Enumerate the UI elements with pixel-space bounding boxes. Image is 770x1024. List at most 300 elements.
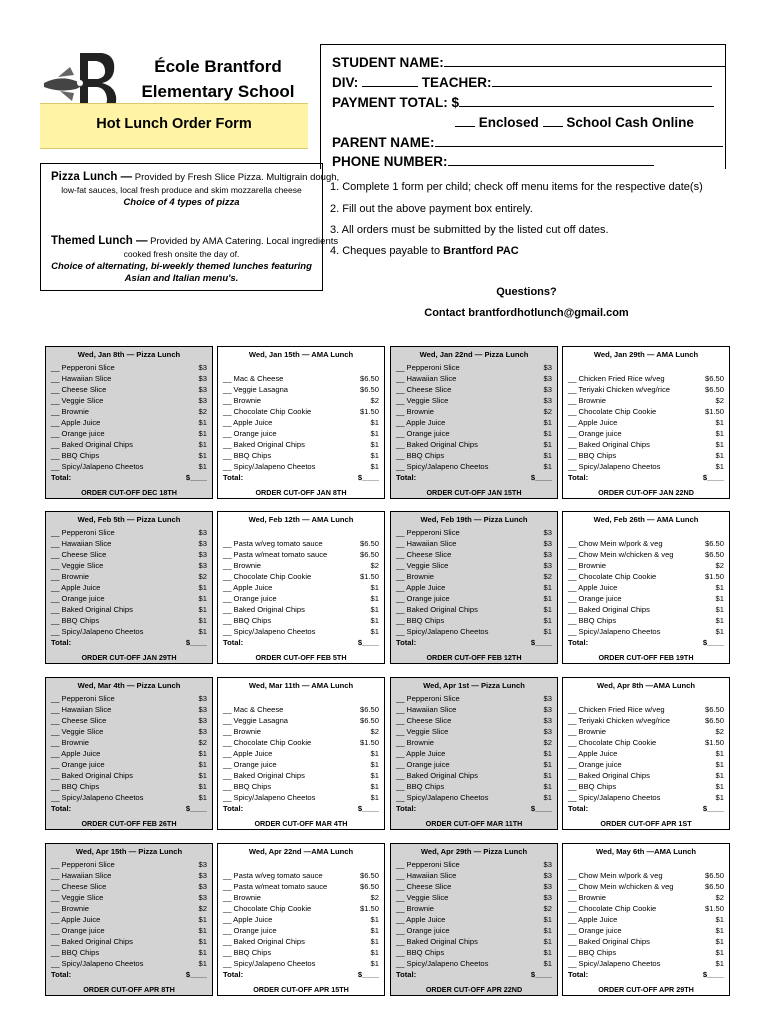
menu-item-name: __ Chocolate Chip Cookie (568, 572, 657, 581)
menu-item[interactable] (223, 881, 379, 892)
menu-item[interactable] (568, 759, 724, 770)
menu-item-price: $3 (543, 893, 552, 902)
menu-item[interactable] (51, 914, 207, 925)
menu-item[interactable] (223, 903, 379, 914)
themed-info-heading (51, 235, 338, 247)
menu-item[interactable] (51, 704, 207, 715)
menu-item[interactable] (396, 792, 552, 803)
menu-item[interactable] (51, 626, 207, 637)
student-name-label: STUDENT NAME: (332, 55, 444, 70)
menu-item[interactable] (51, 770, 207, 781)
menu-item[interactable] (223, 792, 379, 803)
menu-item-price: $1 (715, 616, 724, 625)
menu-total-field[interactable]: $____ (357, 638, 379, 647)
menu-date-title: Wed, Apr 8th —AMA Lunch (596, 681, 695, 690)
menu-item[interactable] (51, 582, 207, 593)
menu-item-price: $3 (198, 727, 207, 736)
menu-item[interactable] (51, 693, 207, 704)
menu-item[interactable] (568, 881, 724, 892)
menu-item[interactable] (223, 560, 379, 571)
menu-item[interactable] (396, 527, 552, 538)
menu-item[interactable] (568, 428, 724, 439)
menu-item[interactable] (223, 892, 379, 903)
menu-item[interactable] (51, 549, 207, 560)
menu-item-name: __ Cheese Slice (51, 550, 107, 559)
menu-item[interactable] (396, 903, 552, 914)
menu-item[interactable] (568, 958, 724, 969)
menu-item-price: $1 (543, 605, 552, 614)
menu-item-price: $3 (543, 385, 552, 394)
menu-total-row (568, 637, 724, 648)
menu-item[interactable] (51, 362, 207, 373)
menu-item-name: __ Veggie Lasagna (223, 385, 289, 394)
menu-item[interactable] (223, 428, 379, 439)
menu-item-name: __ Baked Original Chips (51, 605, 133, 614)
menu-item[interactable] (396, 881, 552, 892)
menu-item[interactable] (396, 870, 552, 881)
menu-item-name: __ Chicken Fried Rice w/veg (568, 374, 665, 383)
menu-item-price: $2 (543, 572, 552, 581)
menu-item[interactable] (568, 626, 724, 637)
menu-item[interactable] (396, 626, 552, 637)
menu-item[interactable] (396, 406, 552, 417)
menu-total-label: Total: (223, 473, 244, 482)
pizza-info-provider: Provided by Fresh Slice Pizza. Multigrain dough, (134, 172, 340, 183)
menu-item-price: $1 (198, 749, 207, 758)
menu-item[interactable] (51, 373, 207, 384)
menu-item[interactable] (396, 748, 552, 759)
menu-item[interactable] (223, 925, 379, 936)
menu-item[interactable] (568, 538, 724, 549)
teacher-field[interactable] (492, 73, 712, 87)
menu-total-label: Total: (396, 970, 417, 979)
menu-item[interactable] (396, 892, 552, 903)
menu-item[interactable] (568, 450, 724, 461)
menu-total-label: Total: (568, 970, 589, 979)
menu-item[interactable] (396, 781, 552, 792)
menu-item[interactable] (223, 439, 379, 450)
menu-item[interactable] (51, 859, 207, 870)
payment-total-label: PAYMENT TOTAL: $ (332, 95, 460, 110)
menu-item[interactable] (223, 406, 379, 417)
menu-box-ama (562, 346, 730, 499)
menu-item[interactable] (396, 395, 552, 406)
menu-item-price: $1.50 (359, 572, 379, 581)
menu-item-name: __ Veggie Slice (396, 396, 449, 405)
menu-item[interactable] (51, 781, 207, 792)
menu-item-price: $6.50 (359, 716, 379, 725)
menu-item[interactable] (568, 715, 724, 726)
menu-item-name: __ Cheese Slice (396, 550, 452, 559)
menu-item-name: __ Veggie Slice (51, 561, 104, 570)
menu-item[interactable] (223, 947, 379, 958)
menu-item-price: $1 (370, 948, 379, 957)
menu-item[interactable] (568, 604, 724, 615)
menu-item-price: $3 (543, 860, 552, 869)
menu-item-price: $6.50 (704, 882, 724, 891)
menu-box-pizza (390, 346, 558, 499)
menu-item-price: $1 (370, 782, 379, 791)
menu-item[interactable] (568, 406, 724, 417)
menu-item[interactable] (51, 737, 207, 748)
menu-item[interactable] (51, 593, 207, 604)
menu-item[interactable] (51, 726, 207, 737)
menu-item-name: __ Chocolate Chip Cookie (568, 738, 657, 747)
menu-item-name: __ Baked Original Chips (396, 937, 478, 946)
menu-item-name: __ Spicy/Jalapeno Cheetos (51, 462, 144, 471)
school-name (128, 54, 308, 104)
menu-item[interactable] (568, 726, 724, 737)
menu-cutoff-date: ORDER CUT-OFF FEB 12TH (426, 653, 522, 662)
menu-item[interactable] (51, 936, 207, 947)
menu-item[interactable] (568, 582, 724, 593)
menu-item[interactable] (223, 781, 379, 792)
menu-item[interactable] (223, 571, 379, 582)
menu-item[interactable] (51, 892, 207, 903)
menu-box-pizza (390, 677, 558, 830)
menu-item-price: $3 (543, 396, 552, 405)
menu-total-row (223, 472, 379, 483)
menu-item[interactable] (223, 626, 379, 637)
menu-item-name: __ Hawaiian Slice (396, 871, 457, 880)
menu-item[interactable] (223, 870, 379, 881)
menu-item[interactable] (223, 615, 379, 626)
menu-item-name: __ Orange juice (51, 429, 105, 438)
menu-item[interactable] (51, 428, 207, 439)
menu-item-name: __ Veggie Slice (396, 727, 449, 736)
menu-item[interactable] (396, 461, 552, 472)
menu-item[interactable] (568, 903, 724, 914)
menu-total-field[interactable]: $____ (357, 970, 379, 979)
menu-item-price: $2 (198, 572, 207, 581)
menu-item-price: $3 (198, 385, 207, 394)
menu-item[interactable] (568, 748, 724, 759)
menu-item[interactable] (51, 748, 207, 759)
menu-item-name: __ Spicy/Jalapeno Cheetos (223, 959, 316, 968)
menu-total-field[interactable]: $____ (702, 473, 724, 482)
menu-item-price: $2 (715, 727, 724, 736)
menu-total-field[interactable]: $____ (702, 970, 724, 979)
menu-item[interactable] (223, 538, 379, 549)
menu-item[interactable] (396, 914, 552, 925)
menu-date-title: Wed, Apr 22nd —AMA Lunch (248, 847, 354, 856)
menu-item[interactable] (396, 582, 552, 593)
menu-box-pizza (45, 346, 213, 499)
enclosed-checkbox[interactable] (455, 113, 475, 127)
menu-item-price: $6.50 (704, 374, 724, 383)
menu-total-field[interactable]: $____ (357, 473, 379, 482)
menu-item[interactable] (51, 615, 207, 626)
menu-item[interactable] (223, 604, 379, 615)
menu-date-title: Wed, Jan 22nd — Pizza Lunch (419, 350, 529, 359)
menu-item[interactable] (568, 947, 724, 958)
menu-item[interactable] (223, 549, 379, 560)
menu-item-price: $1 (198, 782, 207, 791)
menu-item[interactable] (223, 914, 379, 925)
menu-item[interactable] (51, 417, 207, 428)
menu-item[interactable] (396, 759, 552, 770)
menu-date-title: Wed, Feb 12th — AMA Lunch (248, 515, 354, 524)
menu-item-name: __ Pasta w/veg tomato sauce (223, 539, 323, 548)
menu-item[interactable] (396, 947, 552, 958)
menu-item[interactable] (568, 373, 724, 384)
menu-item-name: __ Mac & Cheese (223, 705, 284, 714)
menu-item[interactable] (568, 737, 724, 748)
div-field[interactable] (362, 73, 418, 87)
menu-item-name: __ Brownie (396, 407, 434, 416)
menu-item-name: __ Pasta w/meat tomato sauce (223, 882, 328, 891)
menu-item-price: $3 (198, 716, 207, 725)
menu-item[interactable] (51, 925, 207, 936)
menu-item-price: $3 (198, 893, 207, 902)
parent-name-label: PARENT NAME: (332, 135, 435, 150)
menu-item[interactable] (568, 384, 724, 395)
menu-item[interactable] (223, 384, 379, 395)
menu-item-name: __ Cheese Slice (51, 716, 107, 725)
menu-item[interactable] (568, 914, 724, 925)
themed-info-title: Themed Lunch — (51, 235, 148, 247)
menu-item[interactable] (51, 560, 207, 571)
menu-total-field[interactable]: $____ (702, 804, 724, 813)
menu-box-pizza (390, 843, 558, 996)
menu-item[interactable] (396, 549, 552, 560)
menu-item[interactable] (396, 726, 552, 737)
menu-item[interactable] (51, 903, 207, 914)
menu-item[interactable] (51, 958, 207, 969)
menu-item[interactable] (223, 417, 379, 428)
parent-name-field[interactable] (435, 133, 723, 147)
menu-item[interactable] (51, 439, 207, 450)
menu-item[interactable] (568, 892, 724, 903)
menu-item[interactable] (396, 704, 552, 715)
menu-item-name: __ Chocolate Chip Cookie (223, 904, 312, 913)
menu-date-title: Wed, May 6th —AMA Lunch (596, 847, 696, 856)
student-name-field[interactable] (444, 53, 726, 67)
menu-item[interactable] (396, 737, 552, 748)
menu-item[interactable] (396, 428, 552, 439)
menu-item-price: $2 (198, 904, 207, 913)
menu-cutoff-date: ORDER CUT-OFF APR 29TH (598, 985, 694, 994)
menu-item[interactable] (223, 958, 379, 969)
menu-item[interactable] (568, 615, 724, 626)
menu-item-name: __ BBQ Chips (51, 616, 100, 625)
menu-item[interactable] (51, 571, 207, 582)
menu-date-title: Wed, Apr 1st — Pizza Lunch (423, 681, 525, 690)
phone-field[interactable] (448, 152, 654, 166)
menu-item[interactable] (568, 593, 724, 604)
menu-item-price: $1 (370, 959, 379, 968)
menu-item[interactable] (396, 936, 552, 947)
menu-item[interactable] (223, 582, 379, 593)
menu-item[interactable] (568, 936, 724, 947)
menu-cutoff-date: ORDER CUT-OFF FEB 26TH (81, 819, 177, 828)
teacher-label: TEACHER: (421, 75, 492, 90)
menu-total-label: Total: (396, 804, 417, 813)
menu-item[interactable] (396, 859, 552, 870)
menu-item[interactable] (568, 770, 724, 781)
menu-total-label: Total: (223, 970, 244, 979)
menu-total-label: Total: (568, 804, 589, 813)
menu-item[interactable] (396, 958, 552, 969)
menu-item[interactable] (396, 925, 552, 936)
menu-item[interactable] (51, 461, 207, 472)
themed-info-provider: Provided by AMA Catering. Local ingredients (150, 236, 339, 247)
menu-item[interactable] (223, 748, 379, 759)
menu-item[interactable] (396, 384, 552, 395)
menu-total-field[interactable]: $____ (702, 638, 724, 647)
menu-total-field[interactable]: $____ (185, 970, 207, 979)
menu-item-name: __ Baked Original Chips (223, 771, 305, 780)
menu-item[interactable] (568, 549, 724, 560)
menu-total-field[interactable]: $____ (185, 473, 207, 482)
menu-item[interactable] (568, 571, 724, 582)
menu-item[interactable] (568, 560, 724, 571)
menu-item-price: $1 (198, 771, 207, 780)
menu-item-price: $1.50 (359, 407, 379, 416)
menu-item[interactable] (396, 450, 552, 461)
menu-item-name: __ BBQ Chips (396, 782, 445, 791)
menu-box-ama (562, 843, 730, 996)
menu-item[interactable] (396, 615, 552, 626)
menu-item[interactable] (223, 726, 379, 737)
menu-item-name: __ Pepperoni Slice (396, 694, 460, 703)
payment-total-field[interactable] (459, 93, 714, 107)
menu-item[interactable] (568, 417, 724, 428)
menu-item[interactable] (568, 461, 724, 472)
menu-item[interactable] (396, 693, 552, 704)
menu-total-field[interactable]: $____ (185, 638, 207, 647)
payment-total-row (332, 93, 714, 110)
menu-item-price: $1 (543, 937, 552, 946)
menu-item-price: $1 (543, 760, 552, 769)
menu-item[interactable] (51, 450, 207, 461)
menu-item[interactable] (396, 571, 552, 582)
menu-item[interactable] (51, 395, 207, 406)
menu-date-title: Wed, Feb 19th — Pizza Lunch (420, 515, 528, 524)
menu-item[interactable] (51, 870, 207, 881)
menu-item[interactable] (223, 704, 379, 715)
menu-item[interactable] (223, 461, 379, 472)
menu-item-price: $1 (198, 760, 207, 769)
menu-date-title: Wed, Apr 15th — Pizza Lunch (75, 847, 183, 856)
menu-item[interactable] (223, 936, 379, 947)
menu-item-name: __ Baked Original Chips (51, 440, 133, 449)
menu-item-name: __ Spicy/Jalapeno Cheetos (51, 627, 144, 636)
menu-item-name: __ Apple Juice (223, 583, 273, 592)
menu-item-price: $1 (715, 926, 724, 935)
menu-item[interactable] (396, 439, 552, 450)
menu-item-price: $3 (198, 528, 207, 537)
menu-item-name: __ Brownie (568, 727, 606, 736)
menu-item[interactable] (568, 395, 724, 406)
menu-item-price: $1 (543, 771, 552, 780)
menu-total-field[interactable]: $____ (530, 638, 552, 647)
menu-item[interactable] (396, 593, 552, 604)
menu-item-price: $1 (370, 594, 379, 603)
menu-item[interactable] (51, 604, 207, 615)
menu-item[interactable] (396, 560, 552, 571)
menu-item-price: $1 (370, 627, 379, 636)
menu-total-field[interactable]: $____ (530, 473, 552, 482)
menu-item[interactable] (223, 395, 379, 406)
menu-item[interactable] (568, 781, 724, 792)
menu-item[interactable] (568, 870, 724, 881)
menu-item-price: $2 (543, 904, 552, 913)
menu-item-name: __ Apple Juice (568, 915, 618, 924)
menu-item[interactable] (223, 450, 379, 461)
menu-item[interactable] (51, 947, 207, 958)
menu-item-name: __ Brownie (223, 727, 261, 736)
menu-item[interactable] (51, 406, 207, 417)
menu-item[interactable] (568, 792, 724, 803)
menu-item-price: $1 (543, 440, 552, 449)
menu-item-price: $1 (370, 440, 379, 449)
menu-item-price: $3 (198, 363, 207, 372)
menu-total-label: Total: (568, 638, 589, 647)
menu-item-price: $2 (198, 738, 207, 747)
menu-item[interactable] (223, 770, 379, 781)
menu-item[interactable] (396, 770, 552, 781)
menu-cutoff-date: ORDER CUT-OFF JAN 8TH (255, 488, 347, 497)
pizza-info-line2: low-fat sauces, local fresh produce and skim mozzarella cheese (61, 185, 302, 195)
menu-item-price: $1 (543, 926, 552, 935)
menu-item[interactable] (51, 384, 207, 395)
menu-item[interactable] (396, 417, 552, 428)
menu-item[interactable] (568, 925, 724, 936)
menu-total-field[interactable]: $____ (530, 970, 552, 979)
menu-item-name: __ Veggie Lasagna (223, 716, 289, 725)
menu-item-name: __ Chow Mein w/chicken & veg (568, 550, 674, 559)
menu-item[interactable] (51, 759, 207, 770)
menu-item[interactable] (568, 439, 724, 450)
menu-item[interactable] (51, 538, 207, 549)
menu-item-name: __ Baked Original Chips (223, 937, 305, 946)
menu-item-name: __ BBQ Chips (568, 948, 617, 957)
instruction-4-prefix: 4. Cheques payable to (330, 245, 441, 257)
menu-item-price: $1 (198, 926, 207, 935)
menu-item-name: __ Cheese Slice (51, 882, 107, 891)
menu-item[interactable] (396, 373, 552, 384)
menu-item-name: __ Hawaiian Slice (396, 539, 457, 548)
menu-item[interactable] (223, 759, 379, 770)
menu-item-name: __ BBQ Chips (223, 616, 272, 625)
menu-item[interactable] (568, 704, 724, 715)
menu-total-field[interactable]: $____ (357, 804, 379, 813)
menu-item[interactable] (51, 881, 207, 892)
menu-item-name: __ Brownie (51, 407, 89, 416)
menu-item-price: $3 (543, 871, 552, 880)
menu-item-name: __ Pasta w/veg tomato sauce (223, 871, 323, 880)
menu-item[interactable] (223, 737, 379, 748)
menu-item-name: __ Orange juice (51, 760, 105, 769)
menu-total-field[interactable]: $____ (530, 804, 552, 813)
menu-item-price: $1 (715, 948, 724, 957)
menu-item[interactable] (51, 715, 207, 726)
menu-item[interactable] (223, 715, 379, 726)
menu-total-row (51, 803, 207, 814)
menu-item[interactable] (223, 373, 379, 384)
menu-item[interactable] (396, 715, 552, 726)
menu-item[interactable] (51, 527, 207, 538)
menu-item[interactable] (51, 792, 207, 803)
menu-item[interactable] (396, 538, 552, 549)
menu-total-field[interactable]: $____ (185, 804, 207, 813)
school-cash-checkbox[interactable] (543, 113, 563, 127)
menu-item-price: $6.50 (359, 705, 379, 714)
menu-item[interactable] (223, 593, 379, 604)
menu-item[interactable] (396, 362, 552, 373)
menu-item[interactable] (396, 604, 552, 615)
